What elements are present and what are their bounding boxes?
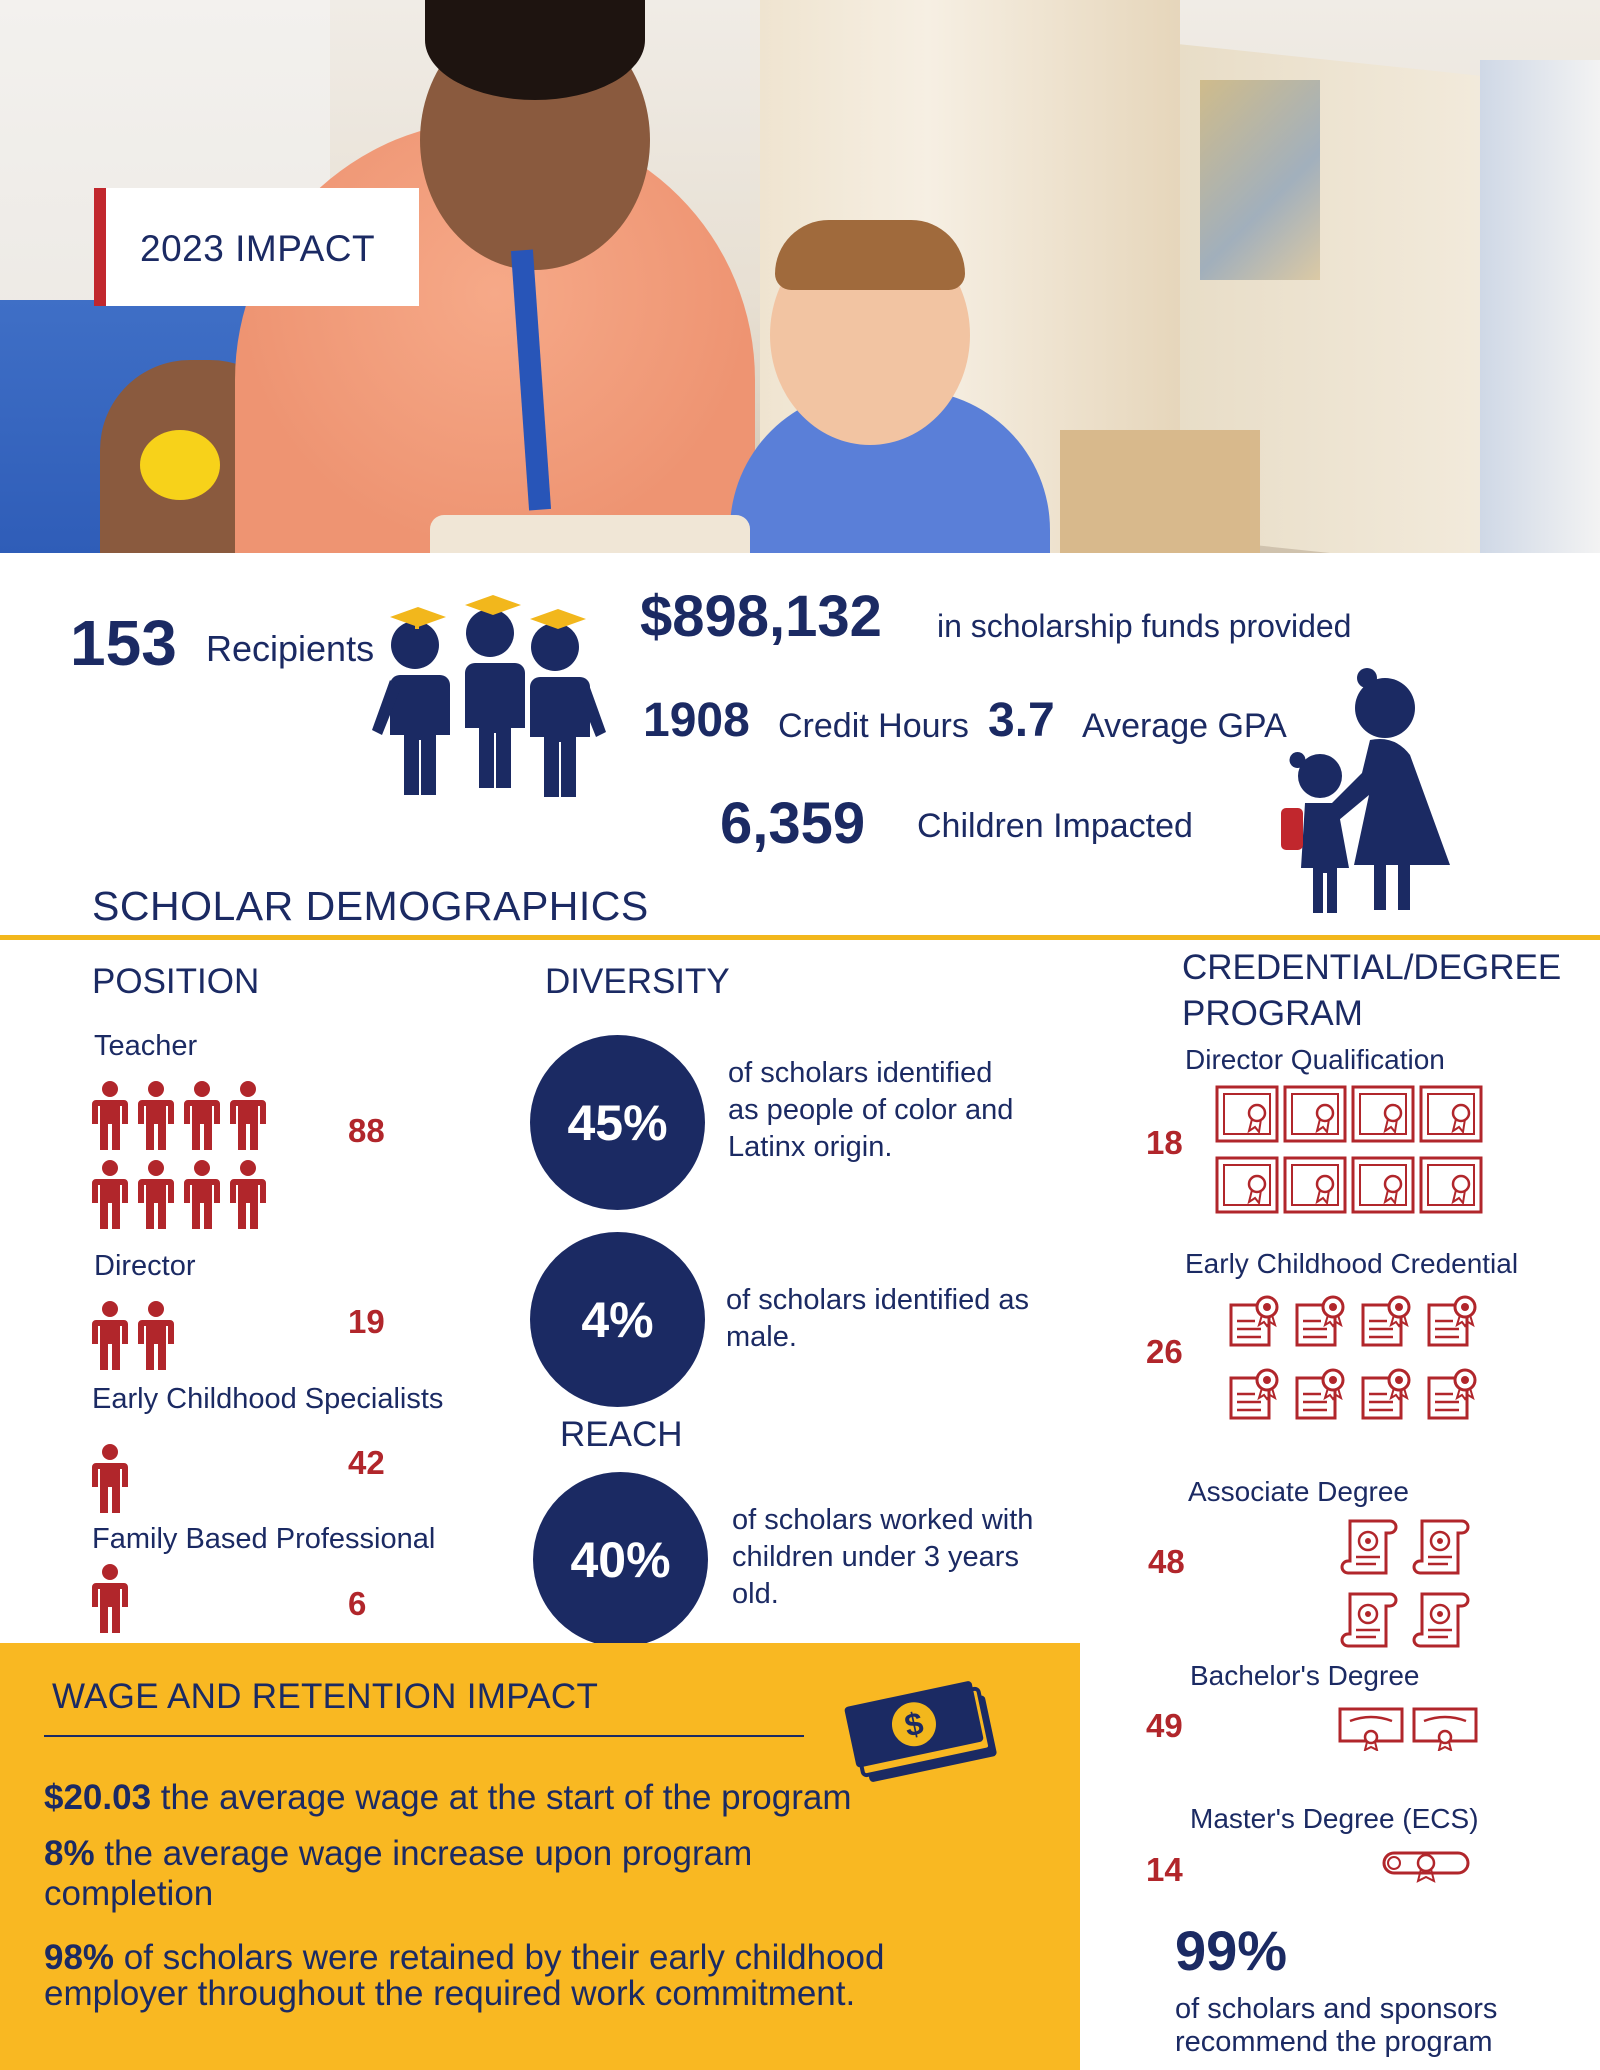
teacher-icons [90,1080,290,1238]
person-icon [136,1080,176,1150]
graduates-icon [360,585,610,800]
certificate-icon [1283,1085,1347,1143]
diploma-icon [1412,1707,1478,1751]
award-document-icon [1225,1366,1285,1424]
position-count-director: 19 [348,1303,385,1340]
diploma-scroll-icon [1412,1590,1474,1652]
wage-retention-value: 98% [44,1938,115,1977]
certificate-icon [1419,1156,1483,1214]
person-icon [90,1159,130,1229]
person-icon [228,1080,268,1150]
impact-badge [94,188,419,306]
diploma-scroll-icon [1340,1517,1402,1579]
award-document-icon [1225,1293,1285,1351]
wage-increase-value: 8% [44,1834,95,1873]
svg-text:$: $ [901,1704,927,1744]
diversity-circle-male [530,1232,705,1407]
credential-label-ecc: Early Childhood Credential [1185,1248,1519,1279]
diploma-scroll-icon [1340,1590,1402,1652]
person-icon [90,1080,130,1150]
diversity-desc-color [728,1055,1013,1166]
desc-line: of scholars identified as [726,1284,1030,1316]
credential-heading [1182,945,1561,1037]
rolled-diploma-icon [1380,1845,1472,1893]
award-document-icon [1357,1293,1417,1351]
certificate-icon [1215,1156,1279,1214]
reach-percent: 40% [570,1531,671,1588]
money-icon [840,1673,1010,1783]
specialist-icons [90,1443,290,1522]
desc-line: as people of color and [728,1094,1014,1126]
wage-line-retention [44,1940,1004,2012]
person-icon [90,1300,130,1370]
wage-start-value: $20.03 [44,1778,152,1817]
recipients-label: Recipients [206,628,375,669]
position-label-director: Director [94,1250,196,1282]
funds-label: in scholarship funds provided [937,608,1352,644]
credential-label-director: Director Qualification [1185,1044,1445,1075]
certificate-icons [1215,1085,1515,1227]
impact-badge-label: 2023 IMPACT [140,228,376,269]
credential-heading-line2: PROGRAM [1182,994,1363,1033]
certificate-icon [1215,1085,1279,1143]
desc-line: male. [726,1321,797,1353]
certificate-icon [1351,1156,1415,1214]
director-icons [90,1300,290,1379]
credential-count-associate: 48 [1148,1543,1185,1580]
wage-increase-text: the average wage increase upon program completion [44,1834,753,1913]
gpa-label: Average GPA [1082,707,1287,745]
award-document-icon [1423,1293,1483,1351]
diversity-percent-male: 4% [581,1291,654,1348]
person-icon [136,1300,176,1370]
credential-label-associate: Associate Degree [1188,1476,1410,1507]
position-heading: POSITION [92,962,260,1001]
person-icon [136,1159,176,1229]
position-count-family: 6 [348,1585,367,1622]
diploma-icons [1338,1707,1498,1756]
credential-label-bachelor: Bachelor's Degree [1190,1660,1420,1691]
hero-photo [0,0,1600,553]
diversity-heading: DIVERSITY [545,962,730,1001]
person-icon [90,1563,130,1633]
credit-hours-value: 1908 [643,694,750,747]
award-document-icon [1291,1366,1351,1424]
recipients-value: 153 [70,607,177,679]
credential-label-master: Master's Degree (ECS) [1190,1803,1479,1834]
position-count-specialists: 42 [348,1444,385,1481]
desc-line: of scholars worked with [732,1504,1034,1536]
certificate-icon [1351,1085,1415,1143]
family-icons [90,1563,290,1642]
diversity-desc-male [726,1282,1029,1356]
wage-title-rule [44,1735,804,1737]
wage-line-start [44,1778,1024,1818]
desc-line: of scholars identified [728,1057,993,1089]
person-icon [182,1159,222,1229]
diversity-percent-color: 45% [567,1094,668,1151]
rolled-diploma-icons [1380,1845,1480,1898]
children-value: 6,359 [720,791,866,856]
award-document-icon [1357,1366,1417,1424]
reach-desc [732,1502,1033,1613]
credential-count-master: 14 [1146,1851,1183,1888]
wage-retention-panel [0,1643,1080,2070]
diversity-circle-color [530,1035,705,1210]
person-icon [182,1080,222,1150]
children-label: Children Impacted [917,807,1193,845]
position-label-family: Family Based Professional [92,1523,436,1555]
certificate-icon [1283,1156,1347,1214]
recommend-desc [1175,1993,1497,2059]
recommend-value: 99% [1175,1919,1288,1982]
person-icon [90,1443,130,1513]
desc-line: children under 3 years [732,1541,1019,1573]
recommend-line2: recommend the program [1175,2026,1493,2058]
wage-start-text: the average wage at the start of the program [151,1778,852,1817]
desc-line: old. [732,1578,779,1610]
position-label-teacher: Teacher [94,1030,198,1062]
credential-count-ecc: 26 [1146,1333,1183,1370]
recommend-line1: of scholars and sponsors [1175,1993,1498,2025]
diploma-icon [1338,1707,1404,1751]
parent-child-icon [1275,668,1515,913]
person-icon [228,1159,268,1229]
diploma-scroll-icon [1412,1517,1474,1579]
credential-count-bachelor: 49 [1146,1707,1183,1744]
award-document-icon [1423,1366,1483,1424]
award-document-icon [1291,1293,1351,1351]
credit-hours-label: Credit Hours [778,707,969,745]
funds-value: $898,132 [640,584,882,649]
gpa-value: 3.7 [988,694,1055,747]
section-divider [0,935,1600,940]
wage-line-increase [44,1834,864,1914]
reach-circle [533,1472,708,1647]
desc-line: Latinx origin. [728,1131,893,1163]
diploma-scroll-icons [1340,1517,1500,1663]
wage-title: WAGE AND RETENTION IMPACT [52,1677,599,1716]
demographics-title: SCHOLAR DEMOGRAPHICS [92,883,649,929]
credential-count-director: 18 [1146,1124,1183,1161]
certificate-icon [1419,1085,1483,1143]
position-label-specialists: Early Childhood Specialists [92,1383,444,1415]
wage-retention-text: of scholars were retained by their early childhood employer throughout the required work commitment. [44,1938,885,2013]
credential-heading-line1: CREDENTIAL/DEGREE [1182,948,1562,987]
accent-bar [94,188,106,306]
award-document-icons [1225,1293,1505,1439]
position-count-teacher: 88 [348,1112,385,1149]
reach-heading: REACH [560,1415,683,1454]
